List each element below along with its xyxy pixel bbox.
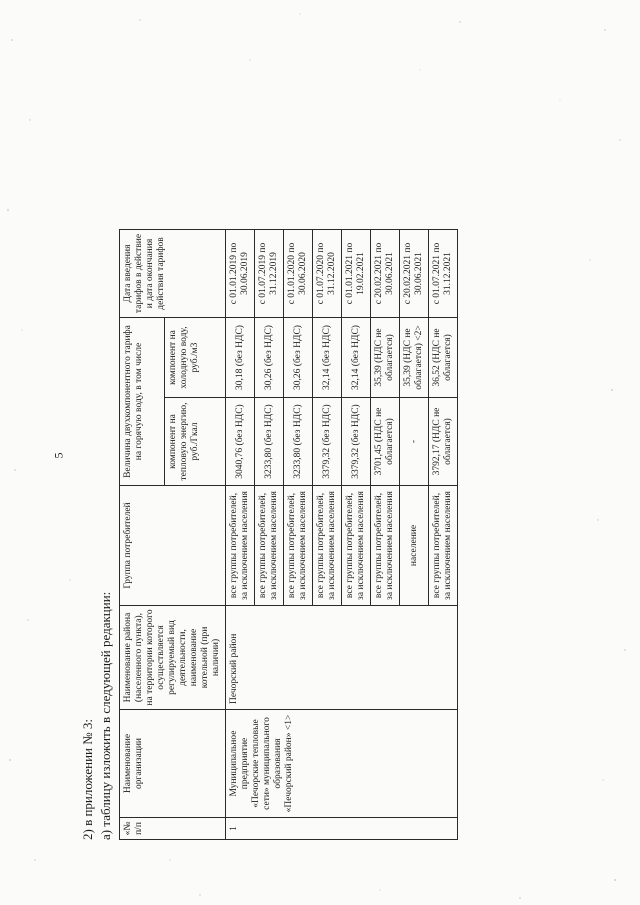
heat-component: 3233,80 (без НДС) [284,398,313,486]
consumer-group: все группы потребителей, за исключением населения [313,486,342,606]
intro-line-2: а) таблицу изложить в следующей редакции: [98,591,113,840]
period-dates: с 01.07.2021 по 31.12.2021 [429,230,458,318]
row-number: 1 [226,818,458,840]
page-number: 5 [51,452,66,459]
period-dates: с 01.01.2021 по 19.02.2021 [342,230,371,318]
consumer-group: все группы потребителей, за исключением населения [226,486,255,606]
header-dates: Дата введения тарифов в действие и дата окончания действия тарифов [120,230,226,318]
water-component: 30,26 (без НДС) [255,318,284,398]
water-component: 36,52 (НДС не облагается) [429,318,458,398]
heat-component: 3701,45 (НДС не облагается) [371,398,400,486]
heat-component: 3233,80 (без НДС) [255,398,284,486]
header-tariff: Величина двухкомпонентного тарифа на горячую воду, в том числе [120,318,165,486]
consumer-group: все группы потребителей, за исключением населения [342,486,371,606]
heat-component: - [400,398,429,486]
heat-component: 3379,32 (без НДС) [313,398,342,486]
organization-name: Муниципальное предприятие «Печорские тепловые сети» муниципального образования «Печорский район» <1> [226,710,458,818]
period-dates: с 01.01.2020 по 30.06.2020 [284,230,313,318]
water-component: 32,14 (без НДС) [313,318,342,398]
consumer-group: все группы потребителей, за исключением населения [371,486,400,606]
water-component: 35,39 (НДС не облагается) <2> [400,318,429,398]
consumer-group: все группы потребителей, за исключением населения [429,486,458,606]
period-dates: с 01.07.2019 по 31.12.2019 [255,230,284,318]
rotated-page-content [75,100,605,880]
water-component: 32,14 (без НДС) [342,318,371,398]
header-water: компонент на холодную воду, руб./м3 [164,318,225,398]
water-component: 30,26 (без НДС) [284,318,313,398]
district-name: Печорский район [226,606,458,710]
header-num: «№ п/п [120,818,226,840]
period-dates: с 01.07.2020 по 31.12.2020 [313,230,342,318]
period-dates: с 01.01.2019 по 30.06.2019 [226,230,255,318]
consumer-group: население [400,486,429,606]
table-row [226,230,255,840]
consumer-group: все группы потребителей, за исключением населения [255,486,284,606]
water-component: 35,39 (НДС не облагается) [371,318,400,398]
heat-component: 3792,17 (НДС не облагается) [429,398,458,486]
period-dates: с 20.02.2021 по 30.06.2021 [371,230,400,318]
header-group: Группа потребителей [120,486,226,606]
heat-component: 3040,76 (без НДС) [226,398,255,486]
header-row-1 [120,230,165,840]
header-heat: компонент на тепловую энергию, руб./Гкал [164,398,225,486]
header-district: Наименование района (населенного пункта), на территории которого осуществляется регулируемый вид деятельности, наименование котельной (при наличии) [120,606,226,710]
period-dates: с 20.02.2021 по 30.06.2021 [400,230,429,318]
heat-component: 3379,32 (без НДС) [342,398,371,486]
tariff-table [119,229,458,840]
water-component: 30,18 (без НДС) [226,318,255,398]
consumer-group: все группы потребителей, за исключением населения [284,486,313,606]
intro-line-1: 2) в приложении № 3: [80,718,95,840]
header-org: Наименование организации [120,710,226,818]
